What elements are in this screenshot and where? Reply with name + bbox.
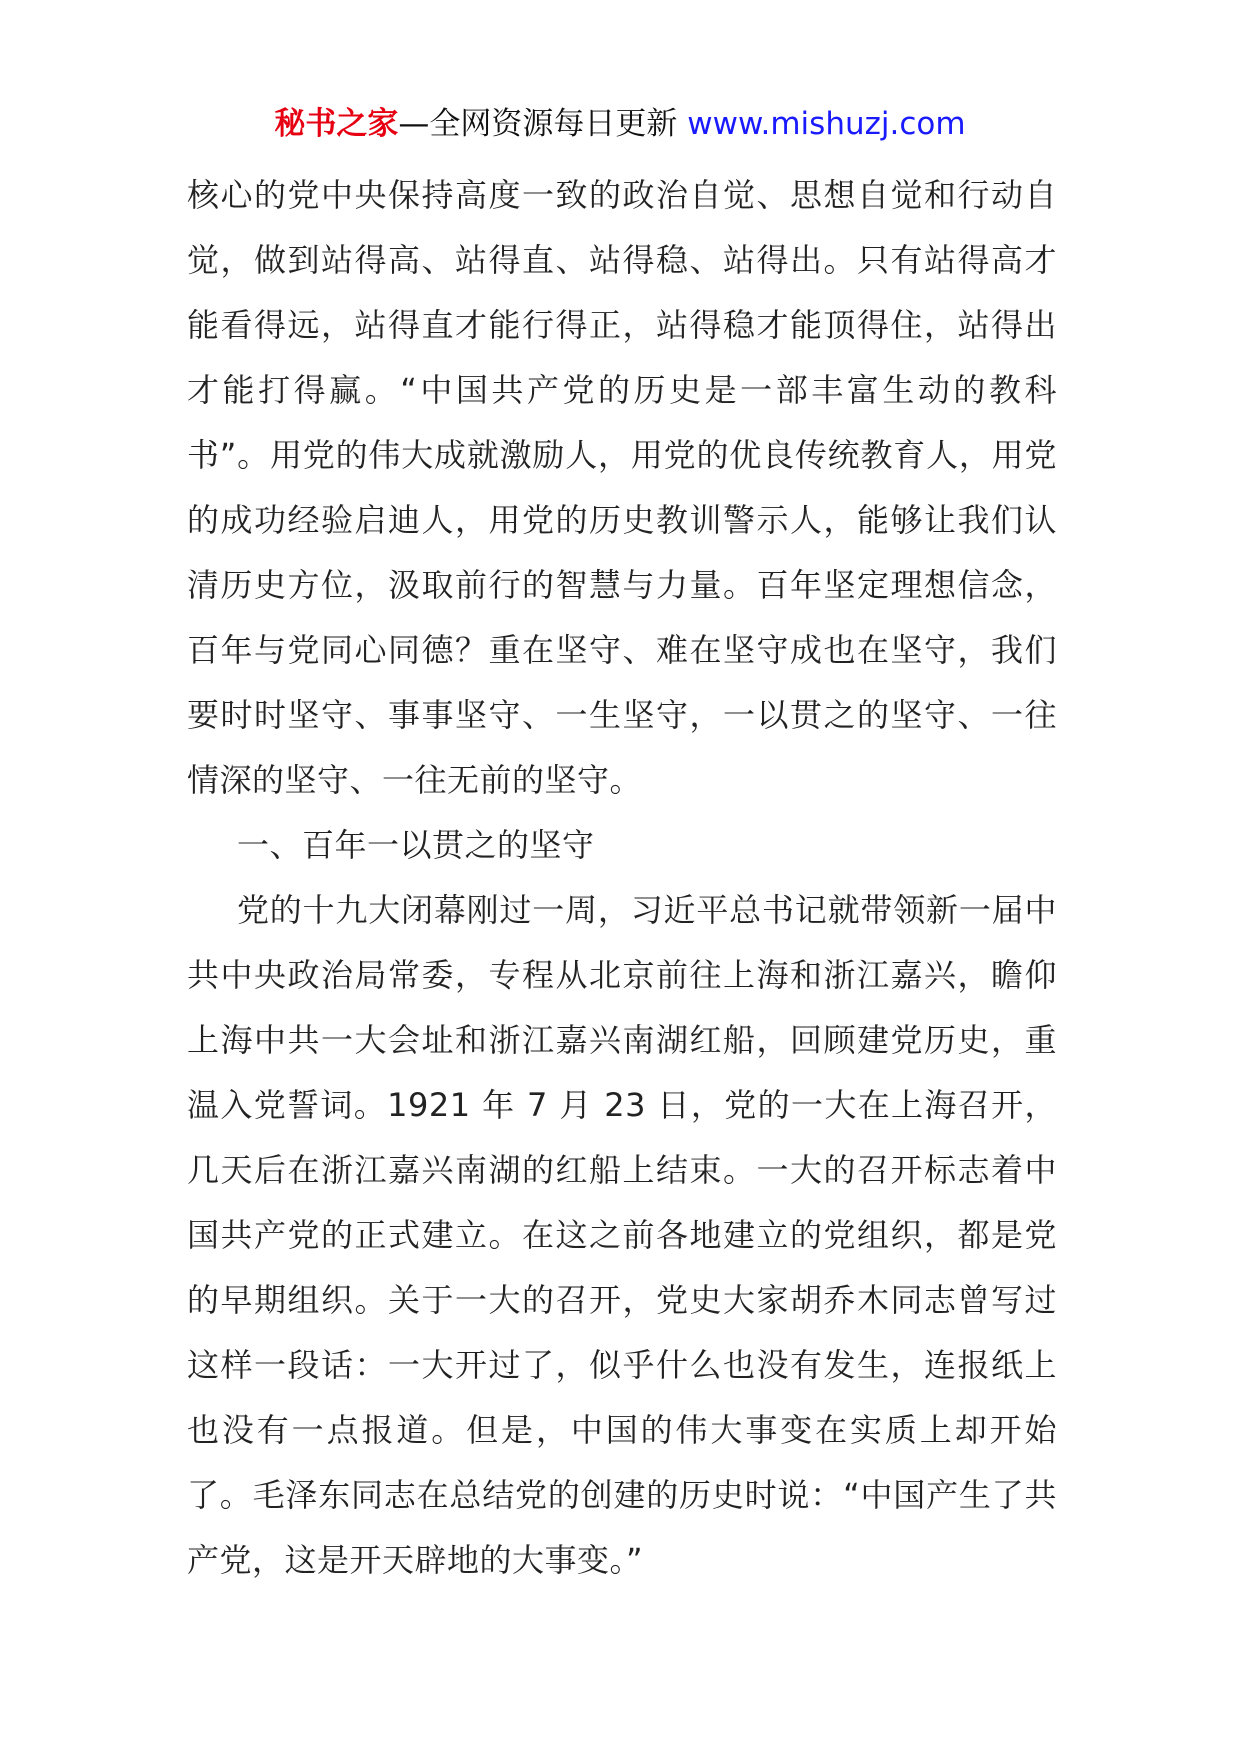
header-tagline: —全网资源每日更新 <box>398 106 678 142</box>
site-url-link[interactable]: www.mishuzj.com <box>687 106 966 142</box>
body-paragraph: 核心的党中央保持高度一致的政治自觉、思想自觉和行动自觉，做到站得高、站得直、站得稳、站得出。只有站得高才能看得远，站得直才能行得正，站得稳才能顶得住，站得出才能打得赢。“中国共产党的历史是一部丰富生动的教科书”。用党的伟大成就激励人，用党的优良传统教育人，用党的成功经验启迪人，用党的历史教训警示人，能够让我们认清历史方位，汲取前行的智慧与力量。百年坚定理想信念，百年与党同心同德？重在坚守、难在坚守成也在坚守，我们要时时坚守、事事坚守、一生坚守，一以贯之的坚守、一往情深的坚守、一往无前的坚守。 <box>187 176 1057 799</box>
section-heading: 一、百年一以贯之的坚守 <box>237 826 595 864</box>
document-body <box>187 163 1057 1593</box>
body-paragraph: 党的十九大闭幕刚过一周，习近平总书记就带领新一届中共中央政治局常委，专程从北京前往上海和浙江嘉兴，瞻仰上海中共一大会址和浙江嘉兴南湖红船，回顾建党历史，重温入党誓词。1921 年 7 月 23 日，党的一大在上海召开，几天后在浙江嘉兴南湖的红船上结束。一大的召开标志着中国共产党的正式建立。在这之前各地建立的党组织，都是党的早期组织。关于一大的召开，党史大家胡乔木同志曾写过这样一段话：一大开过了，似乎什么也没有发生，连报纸上也没有一点报道。但是，中国的伟大事变在实质上却开始了。毛泽东同志在总结党的创建的历史时说：“中国产生了共产党，这是开天辟地的大事变。” <box>187 891 1057 1579</box>
site-header <box>0 102 1240 146</box>
brand-name: 秘书之家 <box>274 106 399 142</box>
